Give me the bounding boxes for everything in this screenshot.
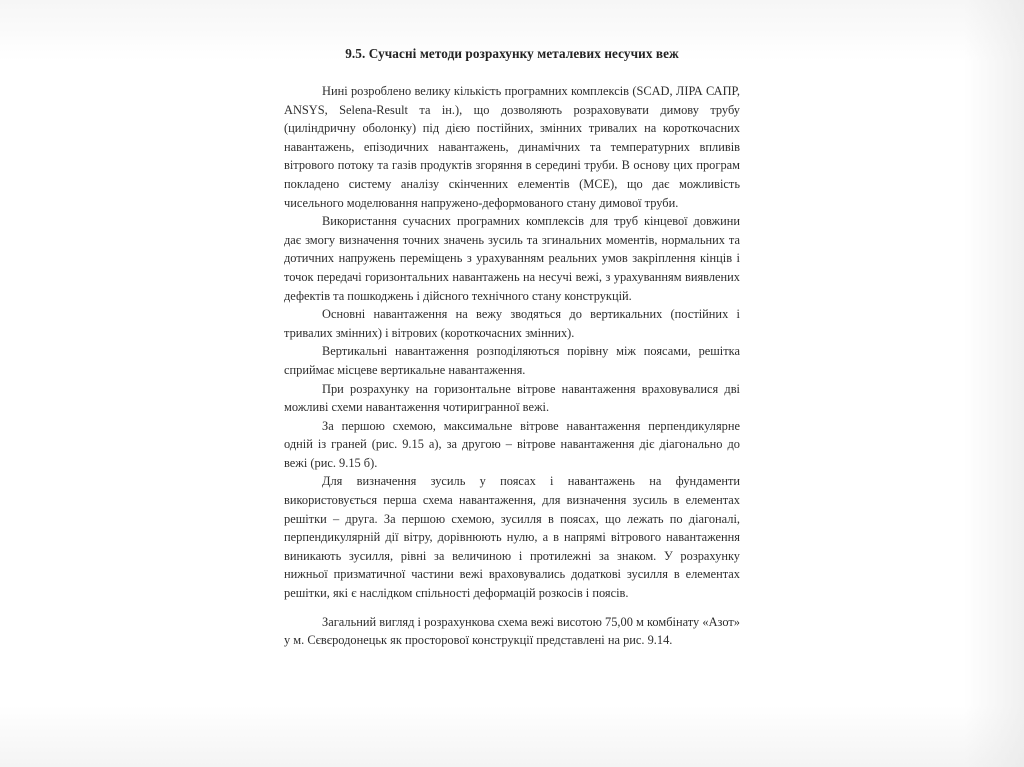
paragraph-general-view: Загальний вигляд і розрахункова схема вежі висотою 75,00 м комбінату «Азот» у м. Сєвєродонецьк як просторової конструкції представлені на рис. 9.14. [284, 614, 740, 648]
paragraph-vertical-loads: Вертикальні навантаження розподіляються порівну між поясами, решітка сприймає місцеве вертикальне навантаження. [284, 344, 740, 377]
paragraph-software-overview: Нині розроблено велику кількість програмних комплексів (SCAD, ЛІРА САПР, ANSYS, Selena-Result та ін.), що дозволяють розраховувати димову трубу (циліндричну оболонку) під дією постійних, змінних тривалих на короткочасних навантажень, епізодичних навантажень, динамічних та температурних впливів вітрового потоку та газів продуктів згоряння в середині труби. В основу цих програм покладено систему аналізу скінченних елементів (МСЕ), що дає можливість чисельного моделювання напружено-деформованого стану димової труби. [284, 84, 740, 210]
section-title: 9.5. Сучасні методи розрахунку металевих несучих веж [345, 46, 679, 61]
page-edge-shadow [964, 0, 1024, 767]
paragraph-first-scheme: За першою схемою, максимальне вітрове навантаження перпендикулярне одній із граней (рис. 9.15 а), за другою – вітрове навантаження діє діагонально до вежі (рис. 9.15 б). [284, 418, 740, 470]
paragraph-software-usage: Використання сучасних програмних комплексів для труб кінцевої довжини дає змогу визначення точних значень зусиль та згинальних моментів, нормальних та дотичних напружень переміщень з урахуванням реальних умов закріплення кінців і точок передачі горизонтальних навантажень на несучі вежі, з урахуванням виявлених дефектів та пошкоджень і дійсного технічного стану конструкцій. [284, 214, 740, 303]
paragraph-main-loads: Основні навантаження на вежу зводяться до вертикальних (постійних і тривалих змінних) і вітрових (короткочасних змінних). [284, 307, 740, 340]
paragraph-force-determination: Для визначення зусиль у поясах і навантажень на фундаменти використовується перша схема навантаження, для визначення зусиль в елементах решітки – друга. За першою схемою, зусилля в поясах, що лежать по діагоналі, перпендикулярній дії вітру, дорівнюють нулю, а в напрямі вітрового навантаження виникають зусилля, рівні за величиною і протилежні за знаком. У розрахунку нижньої призматичної частини вежі враховувались додаткові зусилля в елементах решітки, які є наслідком спільності деформацій розкосів і поясів. [284, 474, 740, 601]
document-body [284, 46, 740, 650]
paragraph-wind-schemes: При розрахунку на горизонтальне вітрове навантаження враховувалися дві можливі схеми навантаження чотиригранної вежі. [284, 381, 740, 415]
